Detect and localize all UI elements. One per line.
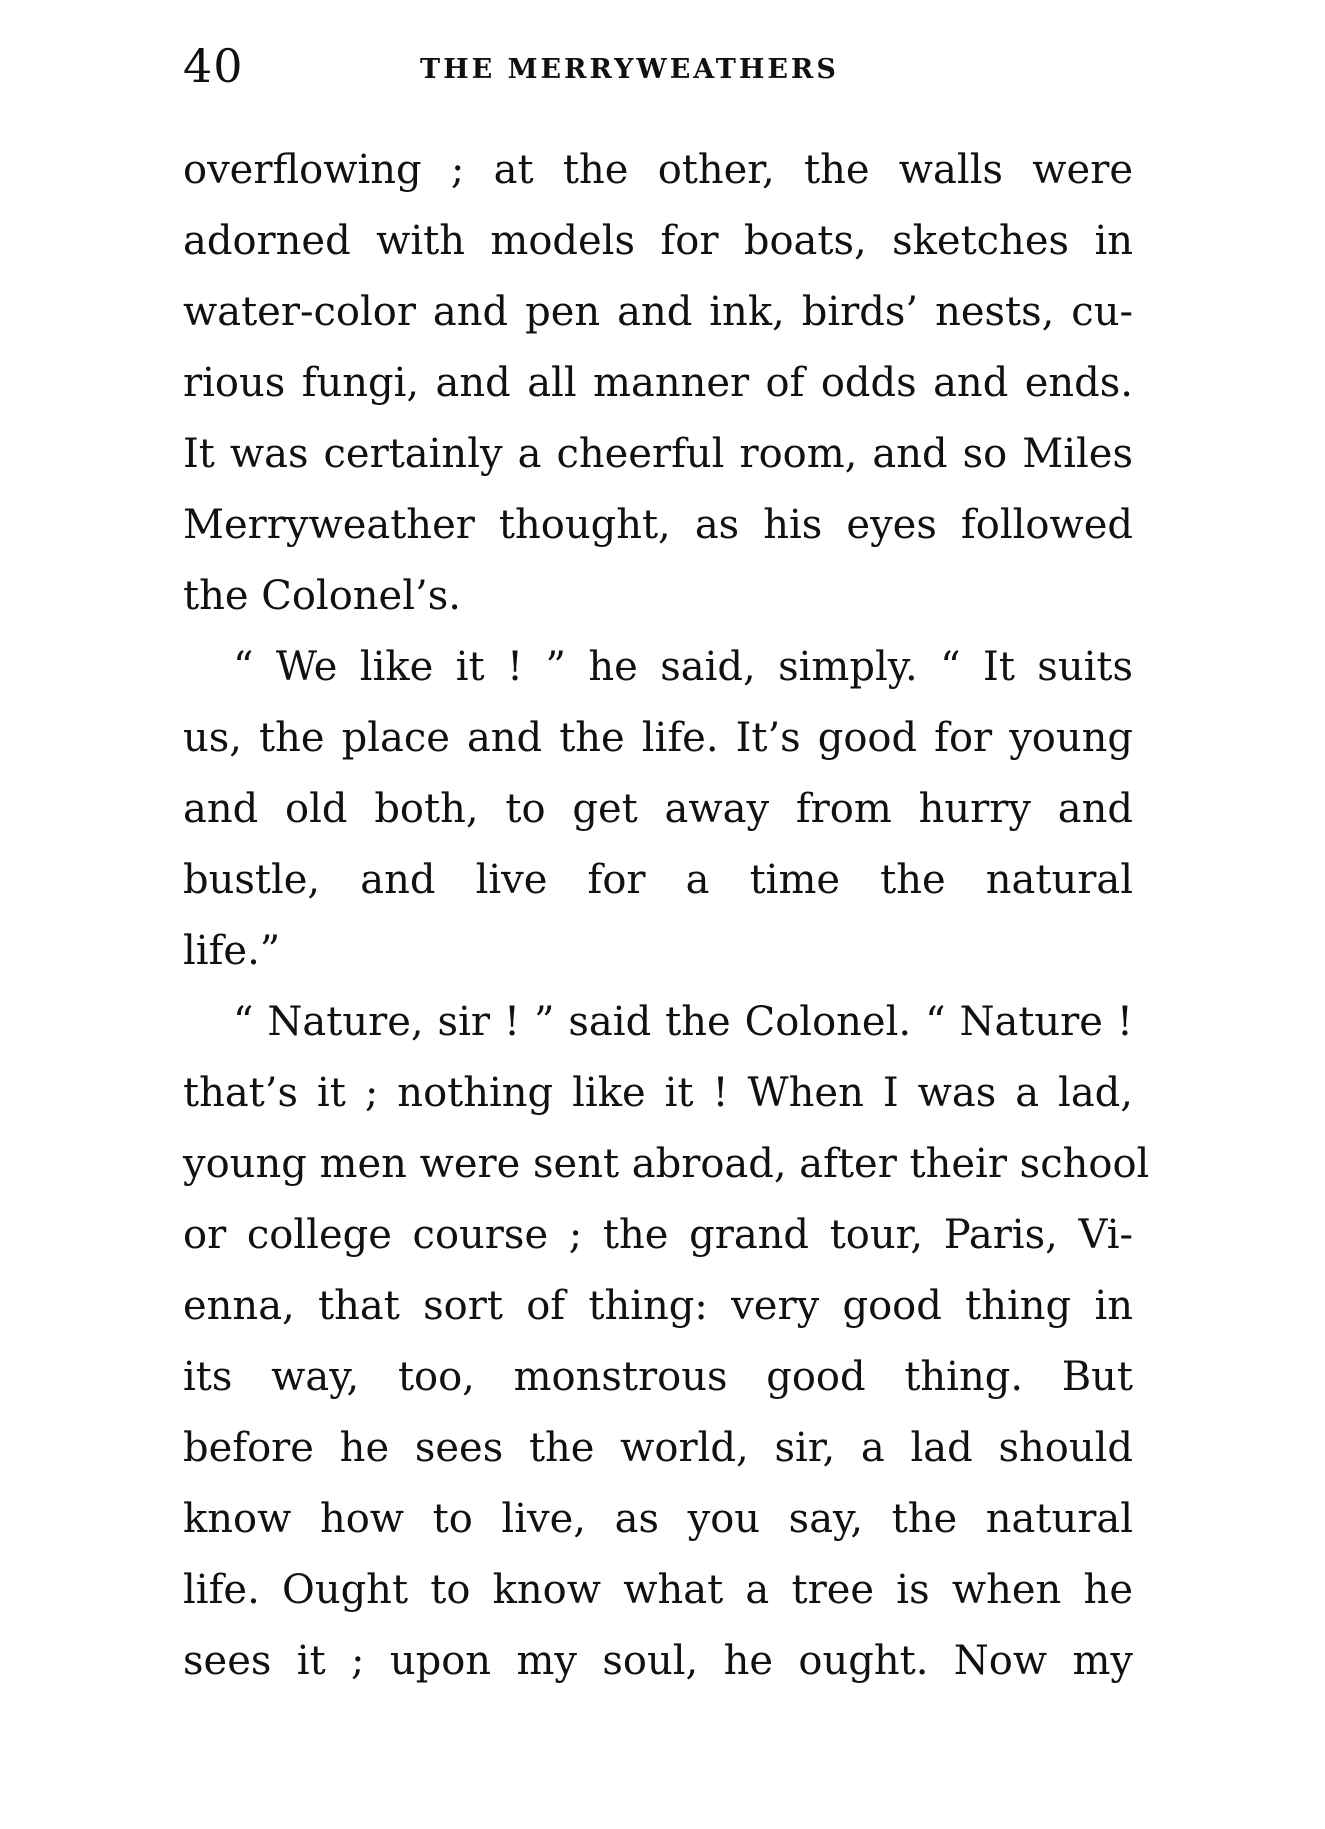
text-line: bustle, and live for a time the natural	[183, 857, 1133, 903]
text-line: that’s it ; nothing like it ! When I was a lad,	[183, 1070, 1133, 1116]
text-line: Merryweather thought, as his eyes followed	[183, 502, 1133, 548]
text-line: its way, too, monstrous good thing. But	[183, 1354, 1133, 1400]
text-line: rious fungi, and all manner of odds and ends.	[183, 360, 1133, 406]
running-head: THE MERRYWEATHERS	[420, 54, 839, 85]
text-line: before he sees the world, sir, a lad should	[183, 1425, 1133, 1471]
text-line: know how to live, as you say, the natural	[183, 1496, 1133, 1542]
text-line: water-color and pen and ink, birds’ nests, cu-	[183, 289, 1133, 335]
text-line: sees it ; upon my soul, he ought. Now my	[183, 1638, 1133, 1684]
text-line: life.”	[183, 928, 281, 974]
text-line: “ We like it ! ” he said, simply. “ It suits	[233, 644, 1133, 690]
text-line: It was certainly a cheerful room, and so Miles	[183, 431, 1133, 477]
text-line: life. Ought to know what a tree is when he	[183, 1567, 1133, 1613]
text-line: us, the place and the life. It’s good for young	[183, 715, 1133, 761]
text-line: “ Nature, sir ! ” said the Colonel. “ Nature !	[233, 999, 1133, 1045]
page-number: 40	[183, 39, 244, 93]
text-line: enna, that sort of thing: very good thing in	[183, 1283, 1133, 1329]
body-text	[183, 135, 1150, 1697]
text-line: the Colonel’s.	[183, 573, 461, 619]
text-line: overflowing ; at the other, the walls were	[183, 147, 1133, 193]
text-line: or college course ; the grand tour, Paris, Vi-	[183, 1212, 1133, 1258]
text-line: young men were sent abroad, after their school	[183, 1141, 1150, 1187]
text-line: adorned with models for boats, sketches in	[183, 218, 1133, 264]
text-line: and old both, to get away from hurry and	[183, 786, 1133, 832]
